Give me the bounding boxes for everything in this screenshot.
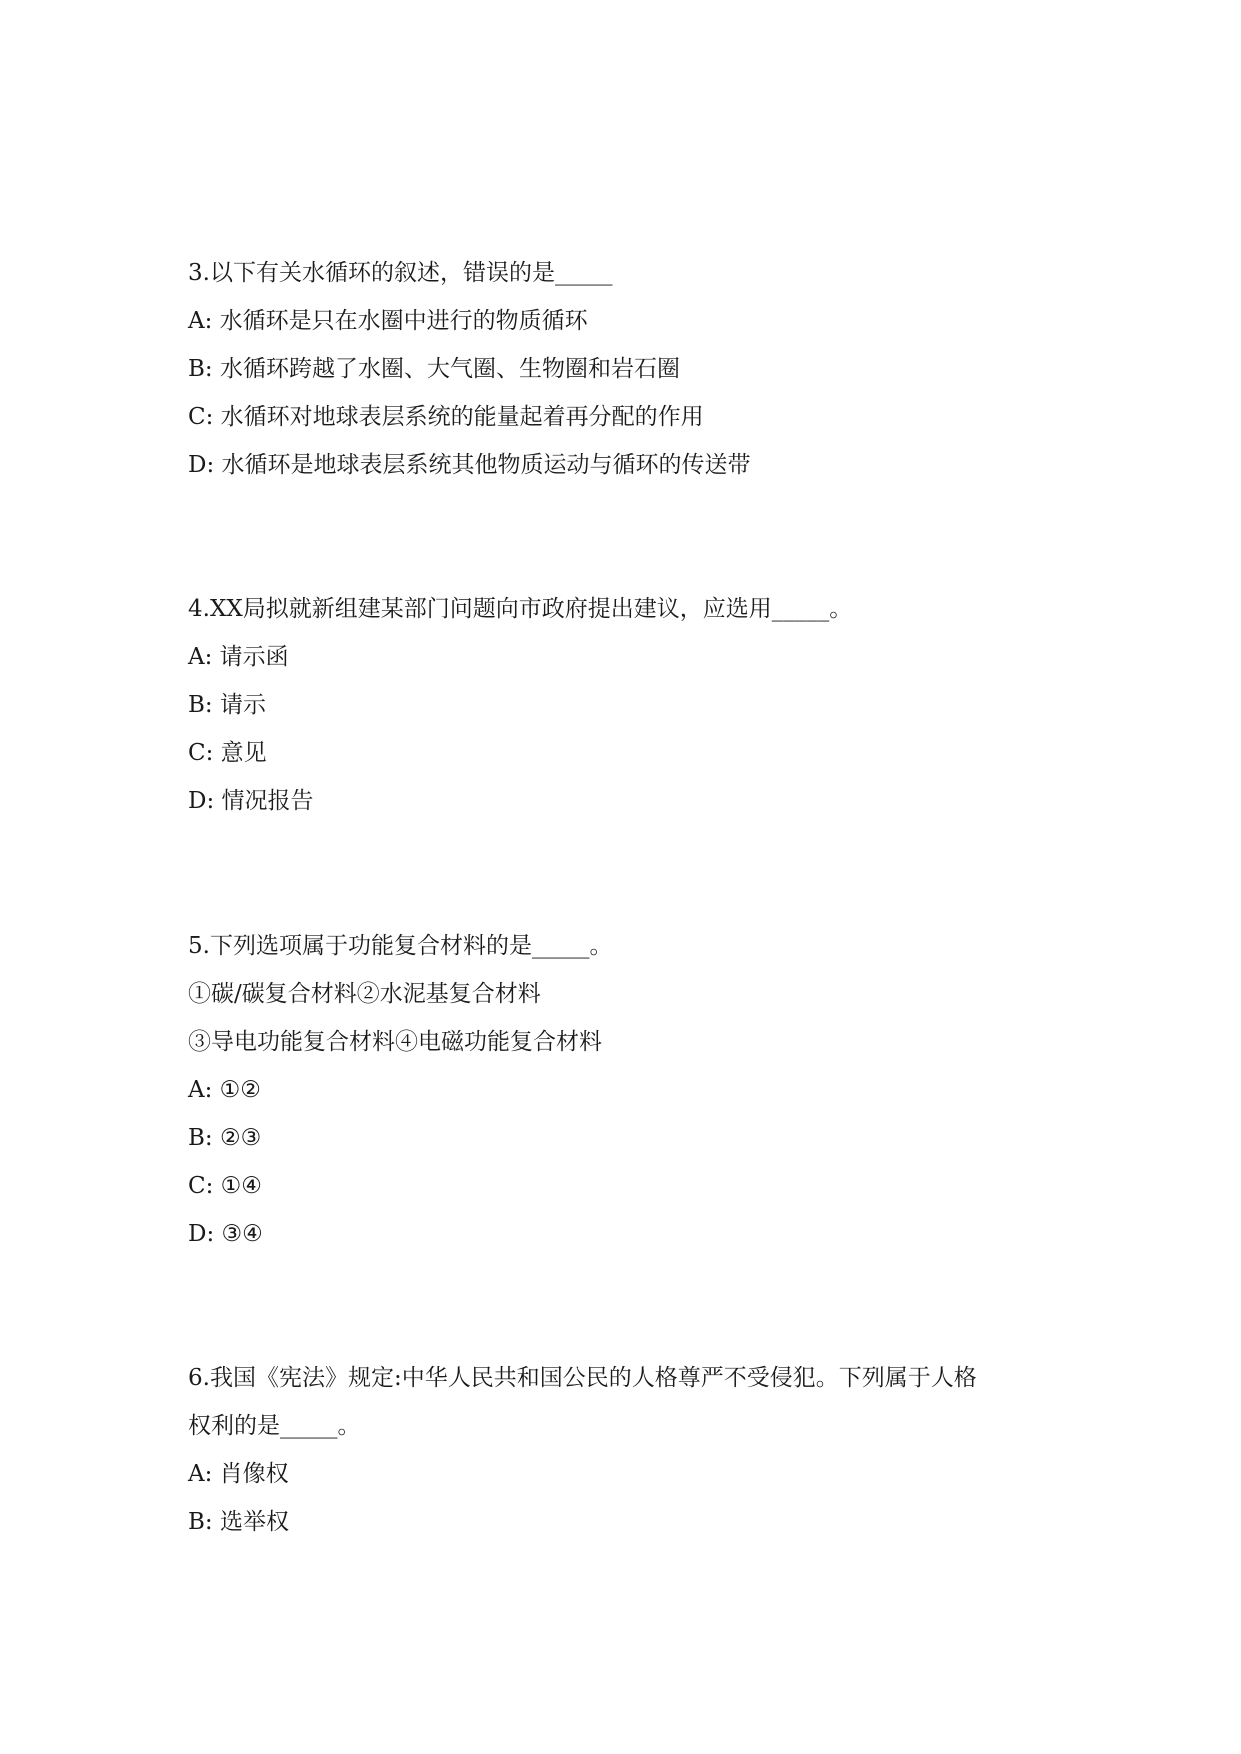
question-5-item-line-2: ③导电功能复合材料④电磁功能复合材料 xyxy=(188,1029,602,1055)
question-5-option-d: D: ③④ xyxy=(188,1221,263,1247)
question-5-item-line-1: ①碳/碳复合材料②水泥基复合材料 xyxy=(188,981,541,1007)
question-5-option-a: A: ①② xyxy=(188,1077,261,1103)
question-3-option-c: C: 水循环对地球表层系统的能量起着再分配的作用 xyxy=(188,404,704,430)
question-5-option-b: B: ②③ xyxy=(188,1125,262,1151)
question-6-option-b: B: 选举权 xyxy=(188,1509,289,1535)
question-4-stem: 4.XX局拟就新组建某部门问题向市政府提出建议，应选用_____。 xyxy=(188,596,853,622)
question-6-stem-line-2: 权利的是_____。 xyxy=(188,1413,361,1439)
question-4-option-a: A: 请示函 xyxy=(188,644,289,670)
question-3-option-d: D: 水循环是地球表层系统其他物质运动与循环的传送带 xyxy=(188,452,751,478)
question-5-option-c: C: ①④ xyxy=(188,1173,262,1199)
question-3-option-a: A: 水循环是只在水圈中进行的物质循环 xyxy=(188,308,588,334)
question-5-stem: 5.下列选项属于功能复合材料的是_____。 xyxy=(188,933,613,959)
question-4-option-d: D: 情况报告 xyxy=(188,788,314,814)
question-3-stem: 3.以下有关水循环的叙述，错误的是_____ xyxy=(188,260,613,286)
question-6-option-a: A: 肖像权 xyxy=(188,1461,289,1487)
question-3-option-b: B: 水循环跨越了水圈、大气圈、生物圈和岩石圈 xyxy=(188,356,680,382)
question-4-option-c: C: 意见 xyxy=(188,740,267,766)
question-4-option-b: B: 请示 xyxy=(188,692,266,718)
question-6-stem-line-1: 6.我国《宪法》规定:中华人民共和国公民的人格尊严不受侵犯。下列属于人格 xyxy=(188,1365,977,1391)
